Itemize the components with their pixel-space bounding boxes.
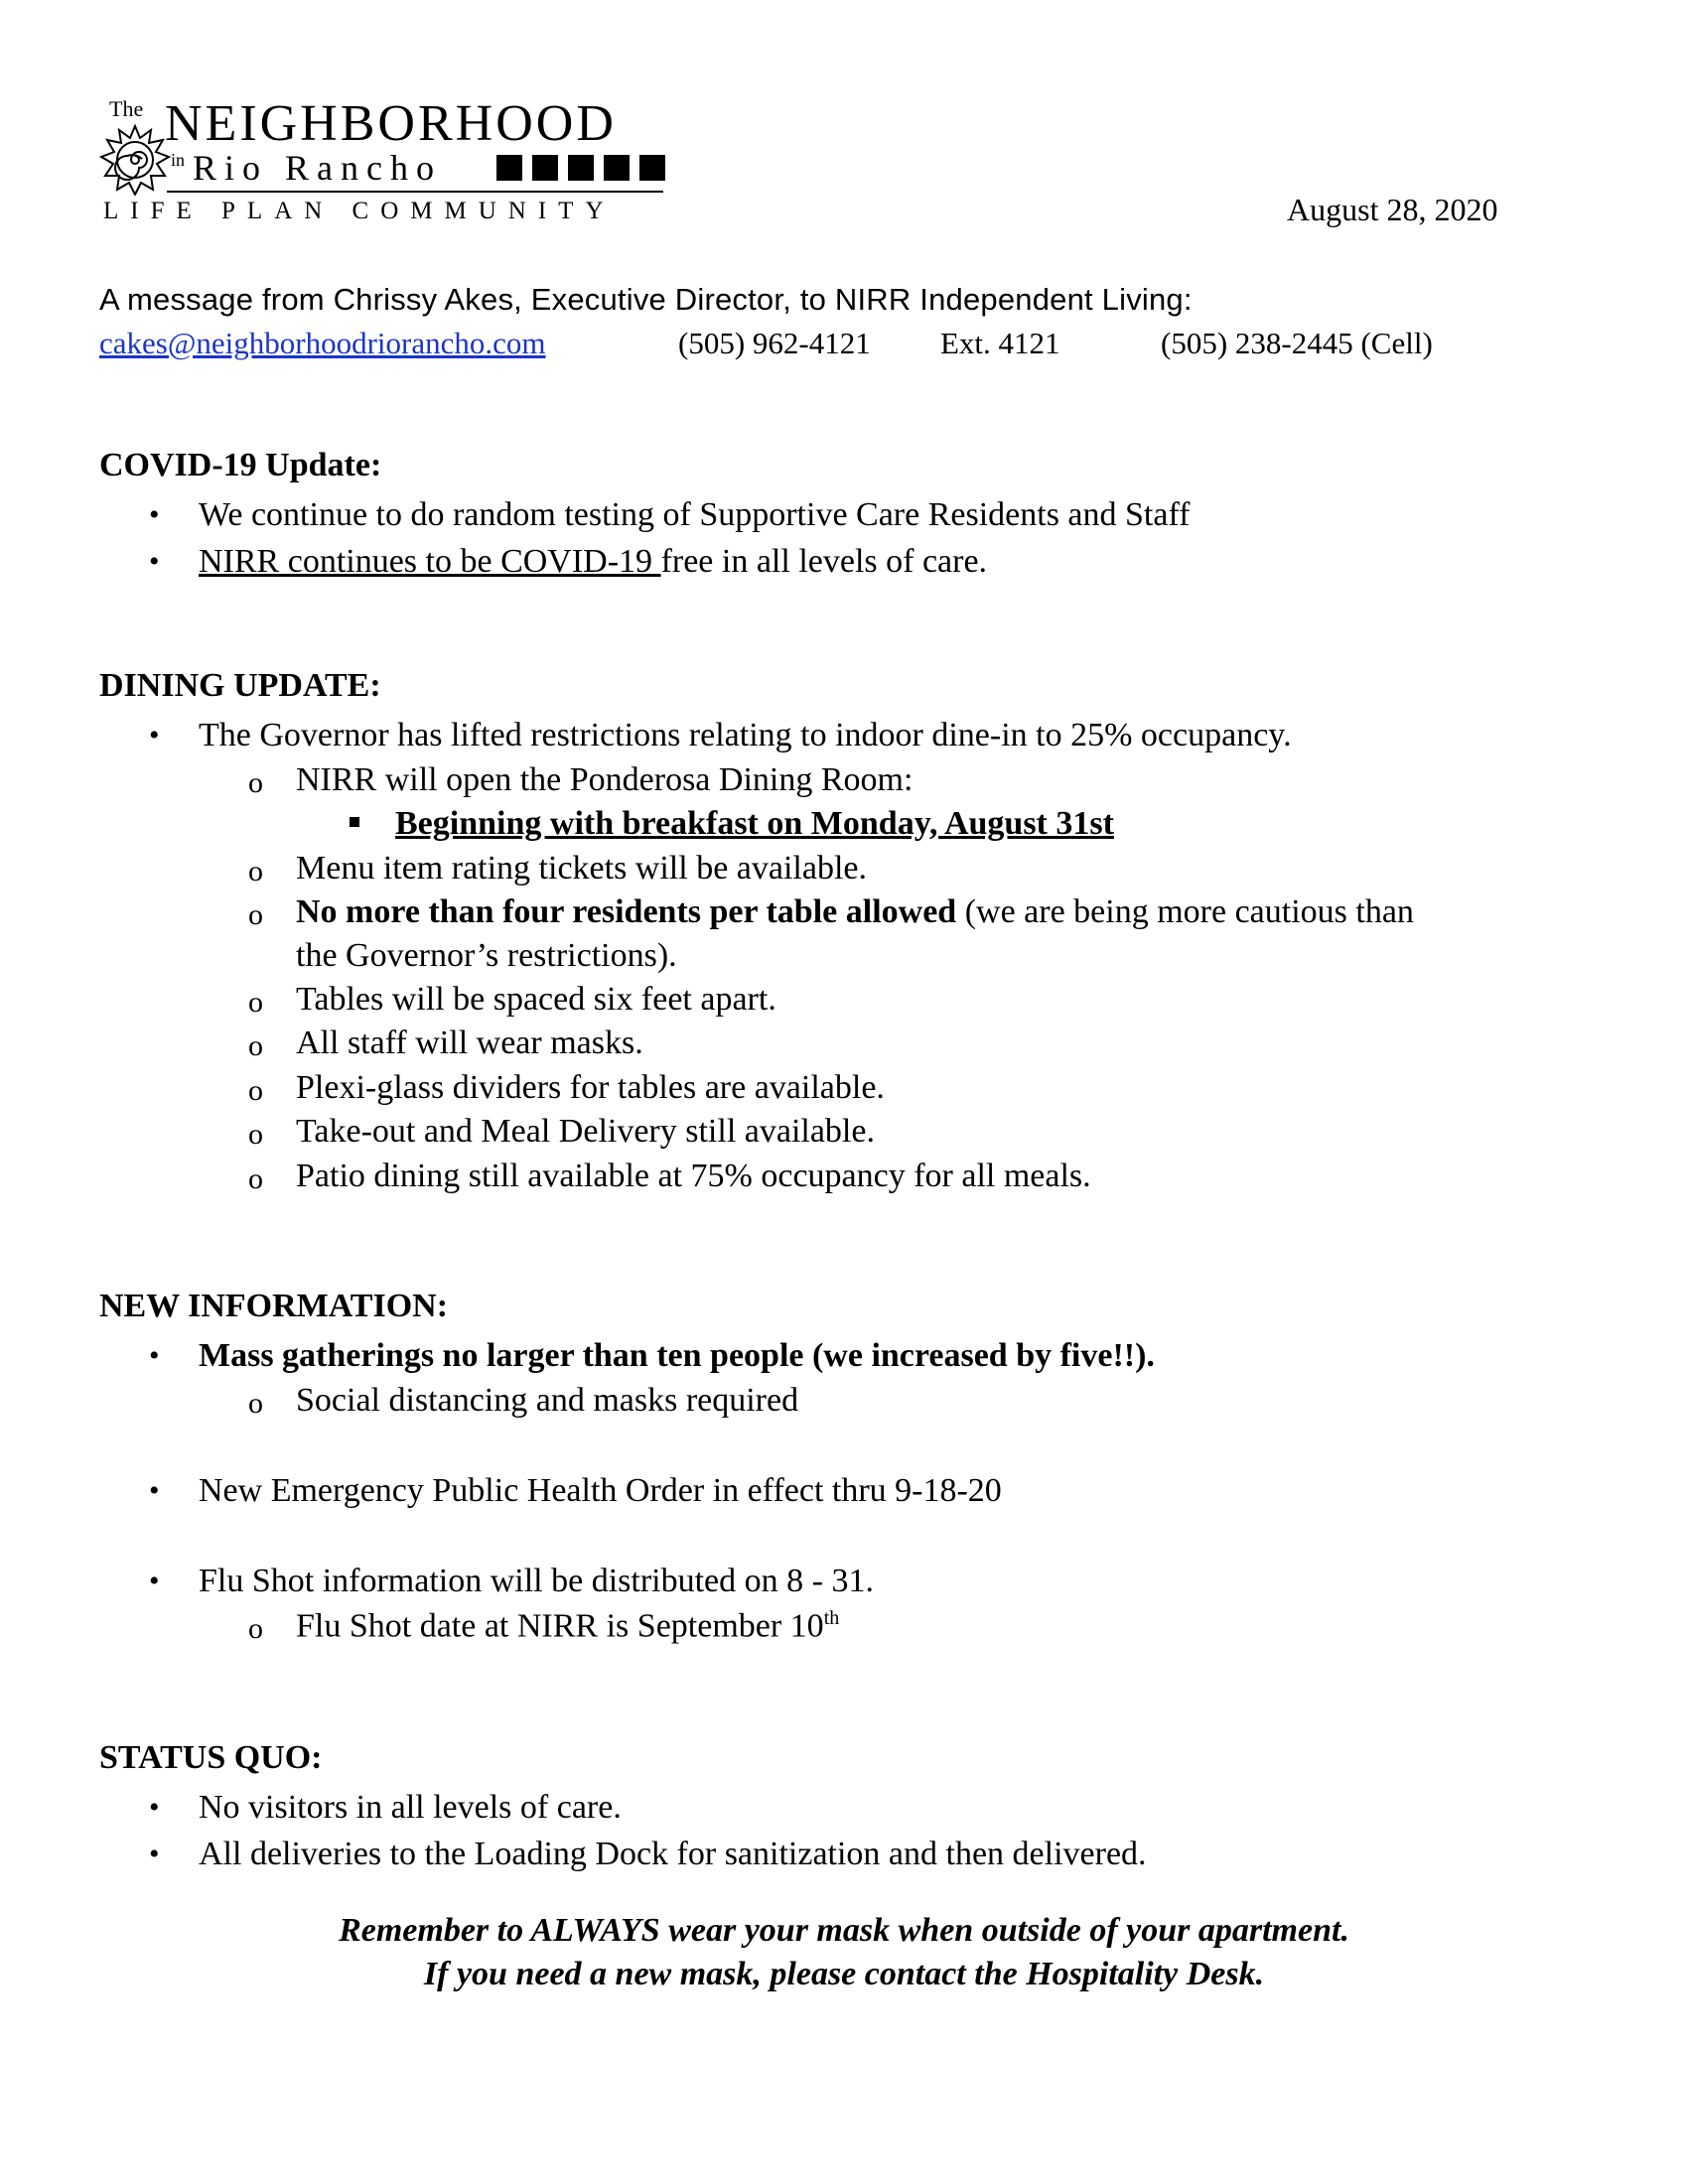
new-info-item-1: Mass gatherings no larger than ten people (we increased by five!!). <box>199 1337 1155 1374</box>
bullet: • <box>149 1838 160 1870</box>
status-quo-item-2: All deliveries to the Loading Dock for sanitization and then delivered. <box>199 1836 1147 1872</box>
sub-bullet: o <box>248 1387 263 1420</box>
dining-sub-1: NIRR will open the Ponderosa Dining Room: <box>296 761 914 798</box>
status-quo-item-1: No visitors in all levels of care. <box>199 1789 622 1826</box>
bullet: • <box>149 719 160 751</box>
new-info-sub-3: Flu Shot date at NIRR is September 10th <box>296 1607 840 1645</box>
phone-number: (505) 962-4121 <box>678 326 871 360</box>
dining-sub-4: Tables will be spaced six feet apart. <box>296 981 776 1018</box>
bullet: • <box>149 545 160 578</box>
sub-bullet: o <box>248 898 263 931</box>
square-bullet <box>350 817 359 827</box>
logo-in: in <box>171 150 186 170</box>
bullet: • <box>149 1339 160 1372</box>
logo-squares <box>496 155 665 181</box>
message-intro: A message from Chrissy Akes, Executive Director, to NIRR Independent Living: <box>99 282 1193 317</box>
dining-sub-7: Take-out and Meal Delivery still available. <box>296 1113 875 1150</box>
dining-item-1: The Governor has lifted restrictions relating to indoor dine-in to 25% occupancy. <box>199 717 1292 753</box>
closing-line-2: If you need a new mask, please contact the Hospitality Desk. <box>423 1956 1265 1992</box>
new-info-item-3: Flu Shot information will be distributed on 8 - 31. <box>199 1563 874 1599</box>
sub-bullet: o <box>248 1029 263 1062</box>
dining-sub-5: All staff will wear masks. <box>296 1024 643 1061</box>
logo-divider <box>167 191 663 193</box>
dining-sub-8: Patio dining still available at 75% occupancy for all meals. <box>296 1158 1091 1194</box>
sub-bullet: o <box>248 1118 263 1151</box>
email-link[interactable]: cakes@neighborhoodriorancho.com <box>99 326 546 360</box>
sub-bullet: o <box>248 986 263 1019</box>
dining-sub-3: No more than four residents per table allowed (we are being more cautious than <box>296 893 1414 930</box>
dining-sub-3-continued: the Governor’s restrictions). <box>296 937 677 974</box>
cell-number: (505) 238-2445 (Cell) <box>1161 326 1433 360</box>
closing-line-1: Remember to ALWAYS wear your mask when outside of your apartment. <box>339 1912 1349 1949</box>
covid-item-2: NIRR continues to be COVID-19 free in all levels of care. <box>199 543 988 580</box>
dining-sub-6: Plexi-glass dividers for tables are available. <box>296 1069 885 1106</box>
logo-tagline: LIFE PLAN COMMUNITY <box>103 198 616 224</box>
logo-the: The <box>109 96 144 121</box>
bullet: • <box>149 1791 160 1824</box>
sub-bullet: o <box>248 1162 263 1195</box>
dining-heading: DINING UPDATE: <box>99 667 381 704</box>
dining-sub-2: Menu item rating tickets will be available. <box>296 850 867 887</box>
status-quo-heading: STATUS QUO: <box>99 1739 323 1776</box>
sub-bullet: o <box>248 766 263 799</box>
new-info-item-2: New Emergency Public Health Order in effect thru 9-18-20 <box>199 1472 1002 1509</box>
sub-bullet: o <box>248 855 263 887</box>
community-logo <box>99 94 670 233</box>
bullet: • <box>149 498 160 531</box>
dining-subsub-1: Beginning with breakfast on Monday, August 31st <box>395 805 1114 842</box>
phone-extension: Ext. 4121 <box>940 326 1060 360</box>
sun-swirl-icon <box>99 124 171 196</box>
sub-bullet: o <box>248 1612 263 1645</box>
logo-rio-rancho: Rio Rancho <box>193 148 442 188</box>
bullet: • <box>149 1565 160 1597</box>
new-info-heading: NEW INFORMATION: <box>99 1288 449 1324</box>
new-info-sub-1: Social distancing and masks required <box>296 1382 799 1419</box>
covid-item-1: We continue to do random testing of Supportive Care Residents and Staff <box>199 496 1191 533</box>
letter-date: August 28, 2020 <box>1287 192 1498 227</box>
covid-heading: COVID-19 Update: <box>99 447 382 483</box>
sub-bullet: o <box>248 1074 263 1107</box>
logo-neighborhood: NEIGHBORHOOD <box>165 95 617 152</box>
bullet: • <box>149 1474 160 1507</box>
